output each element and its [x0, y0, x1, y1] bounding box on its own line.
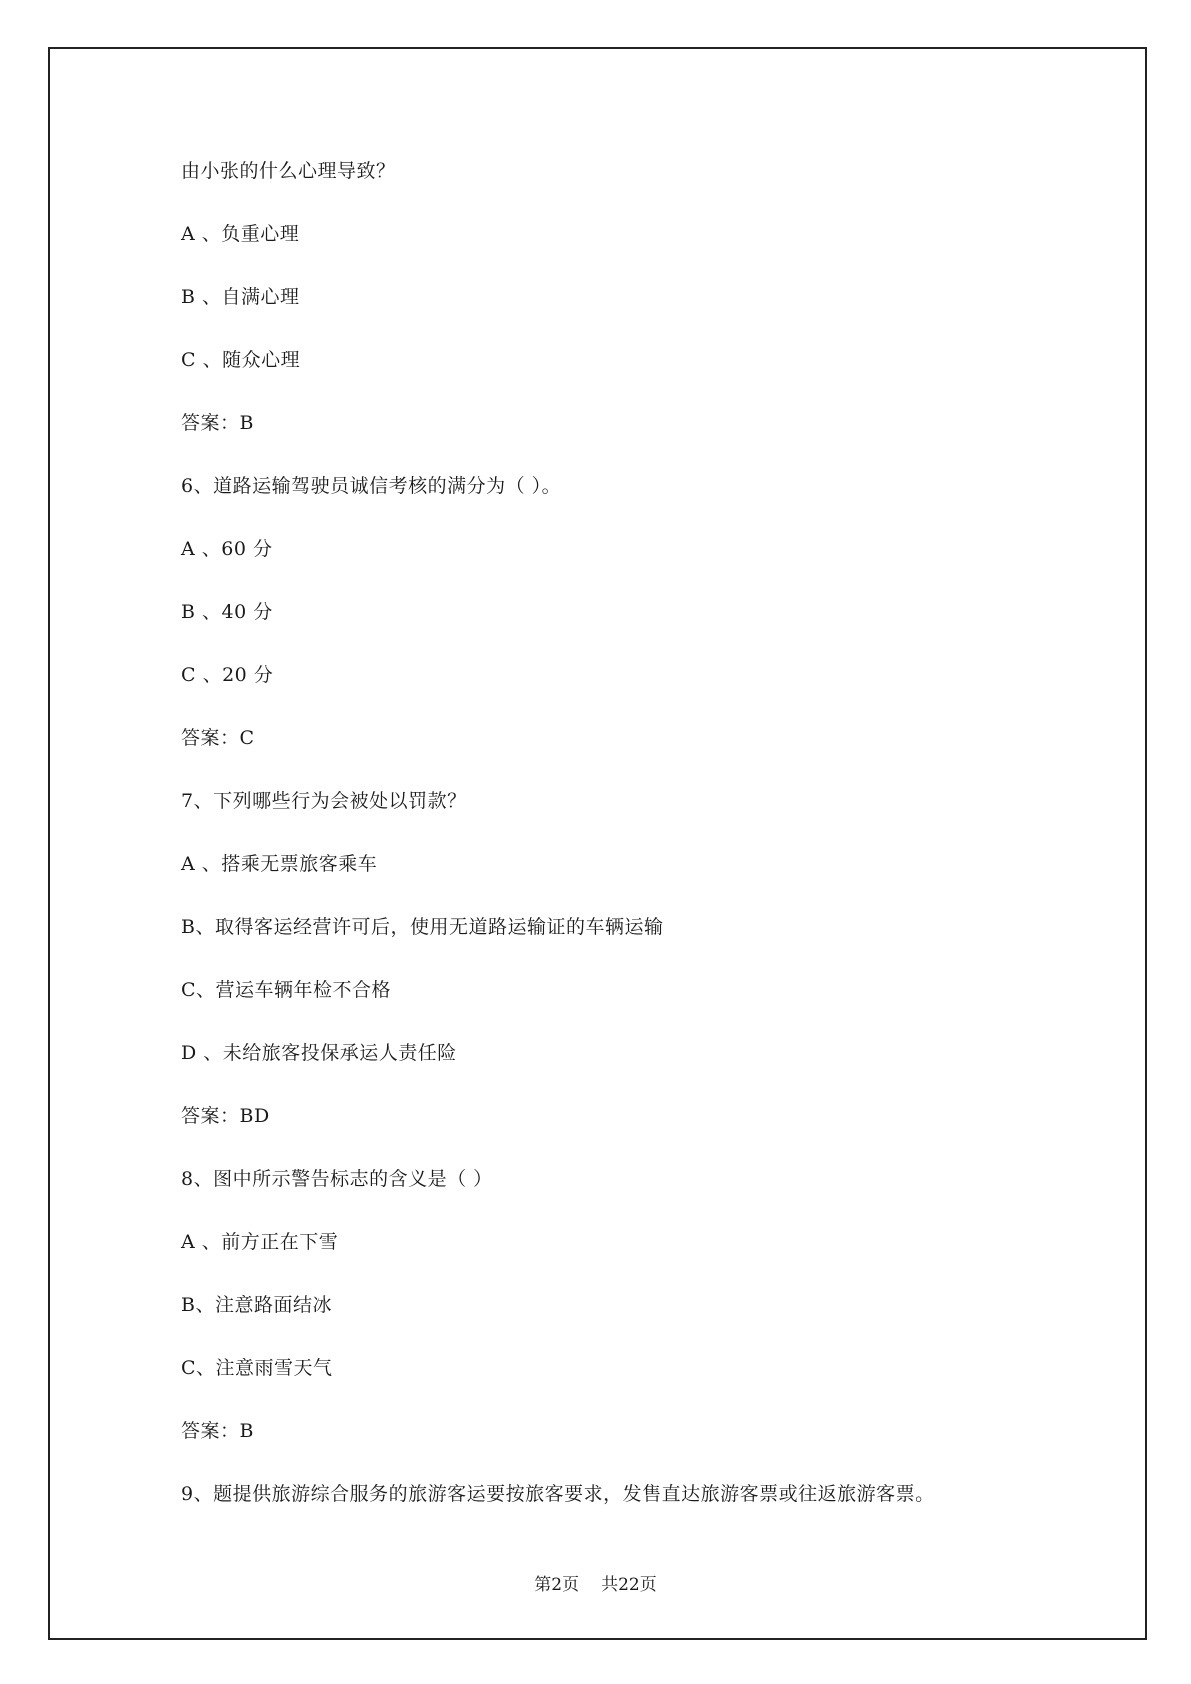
q6-answer: 答案：C [181, 727, 255, 749]
question-9-stem: 9、题提供旅游综合服务的旅游客运要按旅客要求，发售直达旅游客票或往返旅游客票。 [181, 1483, 935, 1505]
q6-option-b: B 、40 分 [181, 601, 273, 623]
q8-answer: 答案：B [181, 1420, 254, 1442]
q7-answer: 答案：BD [181, 1105, 270, 1127]
page-total: 共22页 [601, 1575, 657, 1595]
q7-option-c: C、营运车辆年检不合格 [181, 979, 392, 1001]
q5-option-b: B 、自满心理 [181, 286, 300, 308]
q7-option-b: B、取得客运经营许可后，使用无道路运输证的车辆运输 [181, 916, 664, 938]
question-6-stem: 6、道路运输驾驶员诚信考核的满分为（ ）。 [181, 475, 562, 497]
q5-option-c: C 、随众心理 [181, 349, 301, 371]
question-8-stem: 8、图中所示警告标志的含义是（ ） [181, 1168, 493, 1190]
q8-option-b: B、注意路面结冰 [181, 1294, 332, 1316]
question-5-stem-continuation: 由小张的什么心理导致？ [181, 160, 396, 182]
q5-option-a: A 、负重心理 [181, 223, 300, 245]
q8-option-c: C、注意雨雪天气 [181, 1357, 333, 1379]
q6-option-c: C 、20 分 [181, 664, 274, 686]
document-body [181, 158, 1081, 1544]
page-number: 第2页 [534, 1575, 580, 1595]
page-footer [0, 1573, 1191, 1597]
q8-option-a: A 、前方正在下雪 [181, 1231, 339, 1253]
q6-option-a: A 、60 分 [181, 538, 273, 560]
q7-option-a: A 、搭乘无票旅客乘车 [181, 853, 378, 875]
q5-answer: 答案：B [181, 412, 254, 434]
question-7-stem: 7、下列哪些行为会被处以罚款？ [181, 790, 467, 812]
q7-option-d: D 、未给旅客投保承运人责任险 [181, 1042, 457, 1064]
